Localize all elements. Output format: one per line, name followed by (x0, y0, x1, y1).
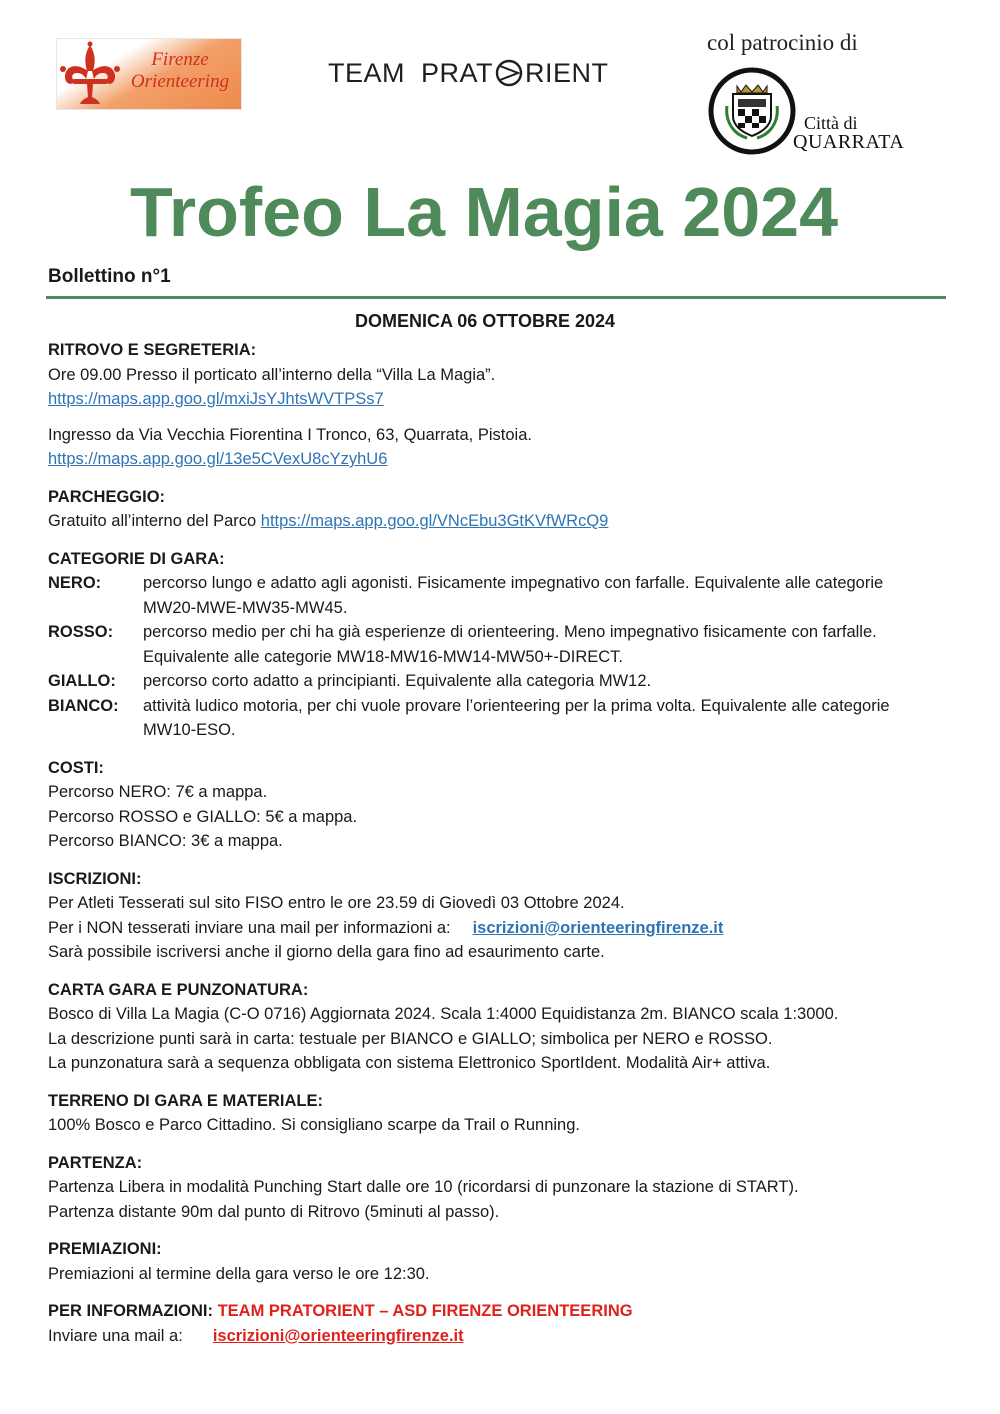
page-title: Trofeo La Magia 2024 (129, 173, 839, 251)
quarrata-text: QUARRATA (793, 131, 905, 153)
section-terreno (48, 1089, 958, 1138)
team-logo-word-rient: RIENT (525, 57, 609, 88)
parcheggio-text: Gratuito all’interno del Parco (48, 512, 261, 530)
terreno-heading: TERRENO DI GARA E MATERIALE: (48, 1091, 323, 1110)
categorie-heading: CATEGORIE DI GARA: (48, 549, 225, 568)
carta-line: Bosco di Villa La Magia (C-O 0716) Aggiornata 2024. Scala 1:4000 Equidistanza 2m. BIANCO scala 1:3000. (48, 1005, 839, 1023)
premiazioni-text: Premiazioni al termine della gara verso le ore 12:30. (48, 1264, 430, 1283)
firenze-logo-line2: Orienteering (130, 71, 230, 92)
costi-line: Percorso ROSSO e GIALLO: 5€ a mappa. (48, 807, 358, 826)
ingresso-line: Ingresso da Via Vecchia Fiorentina I Tronco, 63, Quarrata, Pistoia. (48, 425, 532, 444)
title-divider (46, 296, 946, 299)
bulletin-number: Bollettino n°1 (48, 266, 171, 287)
iscrizioni-line2: Per i NON tesserati inviare una mail per informazioni a: (48, 918, 451, 937)
category-nero (48, 571, 958, 620)
section-iscrizioni (48, 867, 958, 965)
iscrizioni-email-link[interactable]: iscrizioni@orienteeringfirenze.it (472, 918, 724, 937)
section-carta (48, 978, 958, 1076)
iscrizioni-line1: Per Atleti Tesserati sul sito FISO entro le ore 23.59 di Giovedì 03 Ottobre 2024. (48, 894, 625, 912)
section-parcheggio (48, 485, 958, 534)
ritrovo-heading: RITROVO E SEGRETERIA: (48, 341, 257, 359)
firenze-orienteering-logo (56, 38, 242, 110)
category-description: percorso medio per chi ha già esperienze di orienteering. Meno impegnativo fisicamente con farfalle. Equivalente alle categorie MW18-MW16-MW14-MW50+-DIRECT. (143, 623, 877, 666)
section-costi (48, 756, 958, 854)
event-date: DOMENICA 06 OTTOBRE 2024 (354, 311, 616, 331)
category-key: GIALLO: (48, 672, 116, 690)
section-premiazioni (48, 1237, 958, 1286)
section-partenza (48, 1151, 958, 1225)
parcheggio-map-link[interactable]: https://maps.app.goo.gl/VNcEbu3GtKVfWRcQ9 (260, 512, 609, 530)
citta-di-text: Città di (804, 113, 858, 133)
partenza-heading: PARTENZA: (48, 1153, 143, 1172)
bulletin-content (48, 338, 958, 1361)
firenze-logo-text (121, 49, 239, 93)
category-giallo (48, 669, 958, 694)
partenza-line: Partenza distante 90m dal punto di Ritrovo (5minuti al passo). (48, 1202, 500, 1221)
premiazioni-heading: PREMIAZIONI: (48, 1240, 162, 1258)
iscrizioni-heading: ISCRIZIONI: (48, 869, 142, 888)
section-ingresso (48, 423, 958, 472)
category-key: BIANCO: (48, 696, 119, 715)
fleur-de-lis-icon (59, 41, 121, 105)
parcheggio-heading: PARCHEGGIO: (48, 487, 166, 506)
carta-line: La punzonatura sarà a sequenza obbligata con sistema Elettronico SportIdent. Modalità Air+ attiva. (48, 1054, 771, 1072)
ritrovo-map-link[interactable]: https://maps.app.goo.gl/mxiJsYJhtsWVTPSs7 (48, 390, 384, 408)
firenze-logo-line1: Firenze (151, 49, 209, 70)
ingresso-map-link[interactable]: https://maps.app.goo.gl/13e5CVexU8cYzyhU6 (48, 450, 388, 468)
costi-heading: COSTI: (48, 758, 104, 777)
iscrizioni-line3: Sarà possibile iscriversi anche il giorno della gara fino ad esaurimento carte. (48, 943, 605, 961)
quarrata-crest-icon (707, 66, 797, 156)
carta-line: La descrizione punti sarà in carta: testuale per BIANCO e GIALLO; simbolica per NERO e ROSSO. (48, 1029, 773, 1048)
category-description: percorso lungo e adatto agli agonisti. Fisicamente impegnativo con farfalle. Equivalente alle categorie MW20-MWE-MW35-MW45. (143, 574, 884, 617)
ritrovo-line1: Ore 09.00 Presso il porticato all’interno della “Villa La Magia”. (48, 365, 496, 384)
category-bianco (48, 694, 958, 743)
informazioni-heading: PER INFORMAZIONI: (48, 1302, 213, 1320)
header-logos (0, 0, 1000, 165)
section-ritrovo (48, 338, 958, 412)
terreno-text: 100% Bosco e Parco Cittadino. Si consigliano scarpe da Trail o Running. (48, 1116, 580, 1134)
category-key: NERO: (48, 574, 102, 592)
informazioni-line: Inviare una mail a: (48, 1326, 183, 1345)
section-informazioni (48, 1299, 958, 1348)
patrocinio-text: col patrocinio di (707, 30, 858, 55)
category-description: percorso corto adatto a principianti. Equivalente alla categoria MW12. (143, 672, 652, 690)
informazioni-email-link[interactable]: iscrizioni@orienteeringfirenze.it (212, 1326, 464, 1345)
costi-line: Percorso NERO: 7€ a mappa. (48, 783, 268, 801)
carta-heading: CARTA GARA E PUNZONATURA: (48, 980, 309, 999)
orienteering-ring-icon (494, 58, 524, 88)
team-logo-word-prat: PRAT (421, 57, 494, 88)
category-key: ROSSO: (48, 623, 114, 641)
informazioni-organizer: TEAM PRATORIENT – ASD FIRENZE ORIENTEERING (217, 1302, 633, 1320)
category-rosso (48, 620, 958, 669)
team-pratorient-logo (328, 56, 609, 90)
partenza-line: Partenza Libera in modalità Punching Start dalle ore 10 (ricordarsi di punzonare la stazione di START). (48, 1178, 799, 1196)
costi-line: Percorso BIANCO: 3€ a mappa. (48, 832, 283, 850)
section-categorie (48, 547, 958, 743)
team-logo-word-team: TEAM (328, 57, 406, 88)
category-description: attività ludico motoria, per chi vuole provare l’orienteering per la prima volta. Equivalente alle categorie MW10-ESO. (143, 696, 890, 739)
